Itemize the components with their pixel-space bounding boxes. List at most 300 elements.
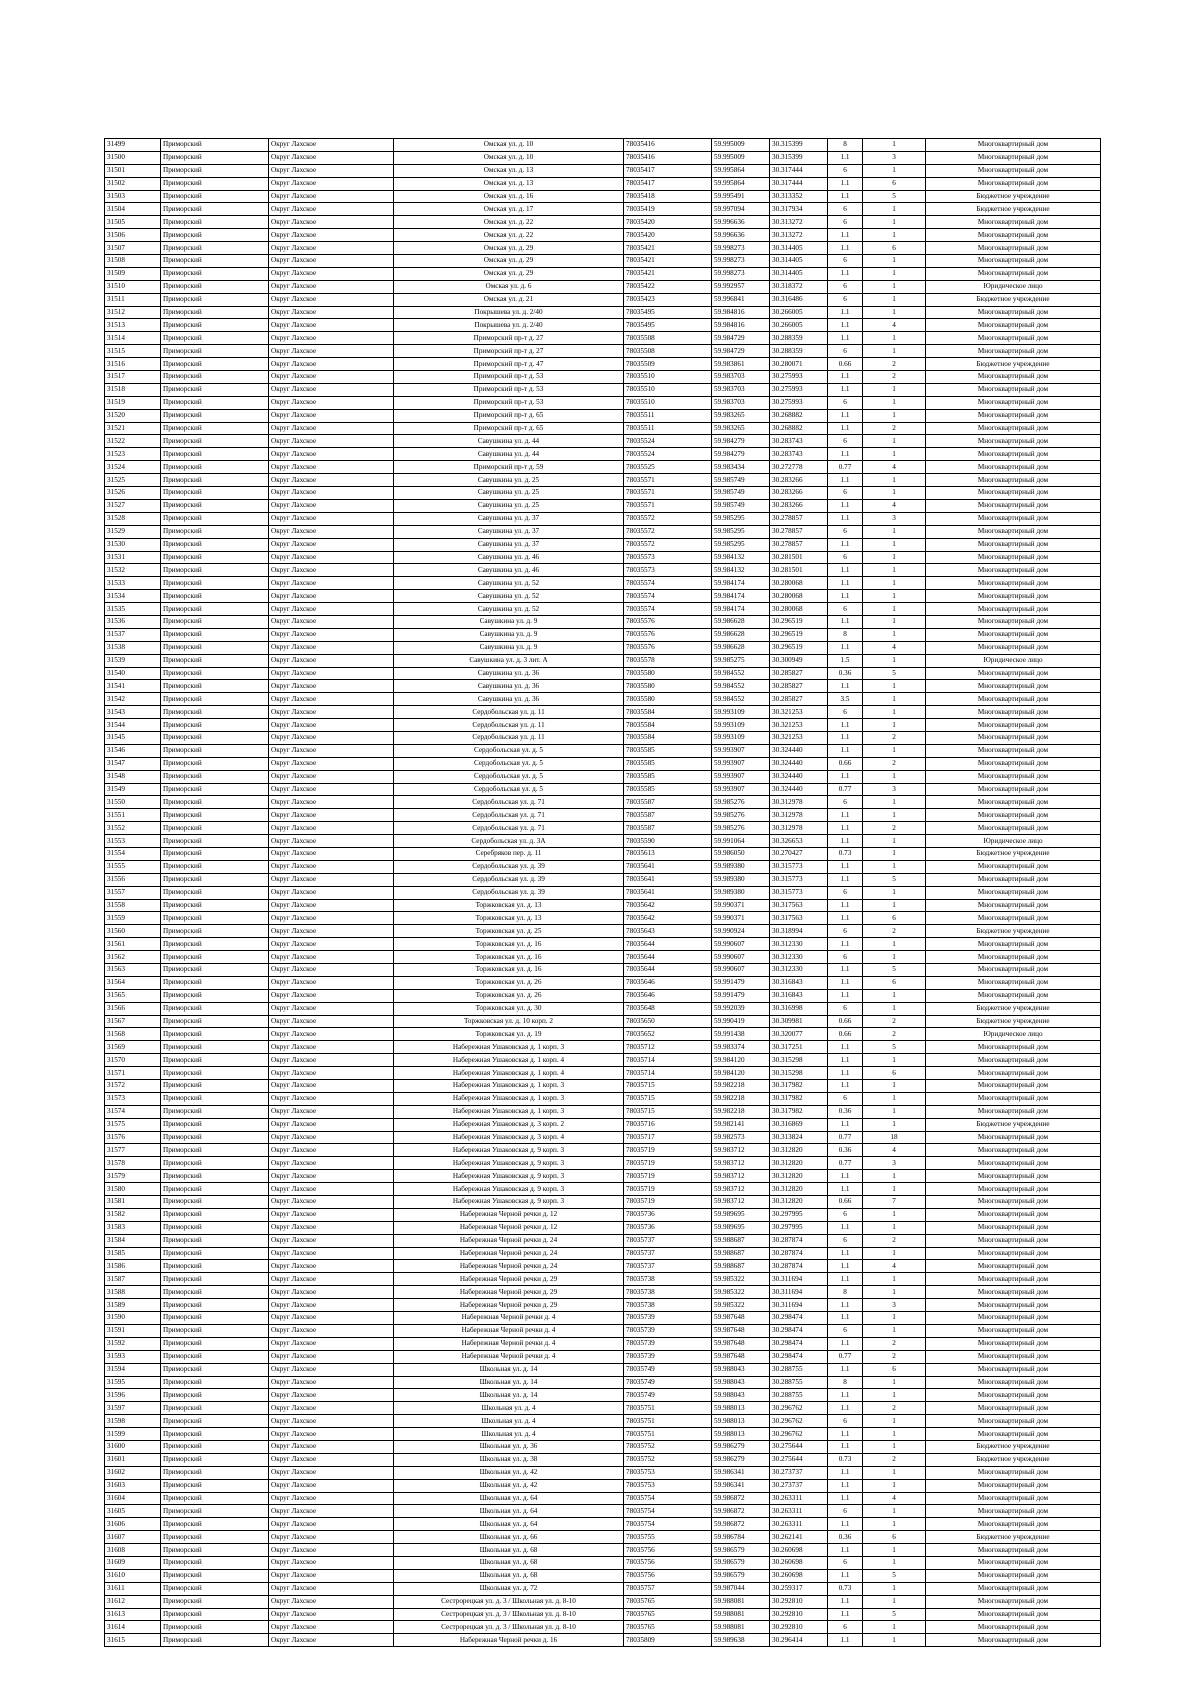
cell-address: Набережная Ушаковская д. 1 корп. 4 — [394, 1067, 624, 1080]
cell-address: Набережная Ушаковская д. 9 корп. 3 — [394, 1196, 624, 1209]
cell-district: Приморский — [161, 332, 269, 345]
cell-address: Набережная Ушаковская д. 1 корп. 3 — [394, 1105, 624, 1118]
cell-okrug: Округ Лахское — [269, 654, 394, 667]
cell-num: 31538 — [105, 641, 161, 654]
cell-address: Сердобольская ул. д. 71 — [394, 796, 624, 809]
cell-lon: 30.316843 — [770, 976, 828, 989]
cell-factor: 1.1 — [828, 319, 863, 332]
cell-code: 78035495 — [624, 319, 712, 332]
cell-lat: 59.995864 — [712, 164, 770, 177]
cell-address: Школьная ул. д. 68 — [394, 1556, 624, 1569]
cell-type: Юридическое лицо — [926, 280, 1101, 293]
cell-lat: 59.984120 — [712, 1067, 770, 1080]
cell-count: 1 — [863, 332, 926, 345]
table-row — [105, 435, 1101, 448]
cell-district: Приморский — [161, 306, 269, 319]
cell-address: Набережная Черной речки д. 12 — [394, 1221, 624, 1234]
cell-type: Многоквартирный дом — [926, 951, 1101, 964]
cell-district: Приморский — [161, 603, 269, 616]
cell-lat: 59.984279 — [712, 435, 770, 448]
cell-code: 78035417 — [624, 177, 712, 190]
cell-factor: 1.1 — [828, 1569, 863, 1582]
cell-district: Приморский — [161, 216, 269, 229]
cell-code: 78035578 — [624, 654, 712, 667]
cell-address: Торжковская ул. д. 26 — [394, 989, 624, 1002]
cell-factor: 1.1 — [828, 1312, 863, 1325]
table-row — [105, 654, 1101, 667]
cell-type: Бюджетное учреждение — [926, 925, 1101, 938]
cell-address: Школьная ул. д. 4 — [394, 1428, 624, 1441]
cell-lon: 30.312820 — [770, 1183, 828, 1196]
cell-code: 78035423 — [624, 293, 712, 306]
table-row — [105, 1363, 1101, 1376]
cell-lat: 59.993907 — [712, 770, 770, 783]
cell-code: 78035715 — [624, 1105, 712, 1118]
cell-factor: 1.1 — [828, 1067, 863, 1080]
cell-num: 31557 — [105, 886, 161, 899]
cell-count: 1 — [863, 860, 926, 873]
cell-district: Приморский — [161, 744, 269, 757]
cell-code: 78035719 — [624, 1144, 712, 1157]
cell-lon: 30.266005 — [770, 306, 828, 319]
cell-count: 5 — [863, 190, 926, 203]
cell-num: 31603 — [105, 1479, 161, 1492]
cell-okrug: Округ Лахское — [269, 1196, 394, 1209]
table-row — [105, 551, 1101, 564]
cell-okrug: Округ Лахское — [269, 706, 394, 719]
cell-code: 78035738 — [624, 1299, 712, 1312]
cell-num: 31560 — [105, 925, 161, 938]
cell-type: Многоквартирный дом — [926, 615, 1101, 628]
cell-district: Приморский — [161, 151, 269, 164]
cell-district: Приморский — [161, 1350, 269, 1363]
cell-lon: 30.283266 — [770, 474, 828, 487]
cell-count: 1 — [863, 1466, 926, 1479]
cell-code: 78035524 — [624, 435, 712, 448]
cell-district: Приморский — [161, 499, 269, 512]
cell-num: 31606 — [105, 1518, 161, 1531]
cell-factor: 1.1 — [828, 899, 863, 912]
cell-district: Приморский — [161, 177, 269, 190]
cell-district: Приморский — [161, 1002, 269, 1015]
cell-factor: 1.1 — [828, 1260, 863, 1273]
cell-factor: 1.1 — [828, 1337, 863, 1350]
table-row — [105, 499, 1101, 512]
cell-lon: 30.317563 — [770, 912, 828, 925]
cell-count: 3 — [863, 783, 926, 796]
cell-lat: 59.986579 — [712, 1556, 770, 1569]
cell-count: 1 — [863, 306, 926, 319]
cell-address: Торжковская ул. д. 25 — [394, 925, 624, 938]
cell-address: Приморский пр-т д. 47 — [394, 358, 624, 371]
cell-code: 78035585 — [624, 770, 712, 783]
cell-district: Приморский — [161, 1440, 269, 1453]
cell-num: 31513 — [105, 319, 161, 332]
cell-num: 31518 — [105, 383, 161, 396]
cell-lon: 30.312978 — [770, 796, 828, 809]
cell-factor: 1.1 — [828, 1479, 863, 1492]
cell-lat: 59.995009 — [712, 151, 770, 164]
cell-district: Приморский — [161, 693, 269, 706]
cell-lon: 30.287874 — [770, 1247, 828, 1260]
cell-code: 78035573 — [624, 551, 712, 564]
cell-num: 31539 — [105, 654, 161, 667]
cell-num: 31588 — [105, 1286, 161, 1299]
cell-address: Набережная Черной речки д. 24 — [394, 1260, 624, 1273]
cell-count: 1 — [863, 1505, 926, 1518]
cell-lon: 30.288359 — [770, 332, 828, 345]
cell-okrug: Округ Лахское — [269, 1054, 394, 1067]
table-row — [105, 951, 1101, 964]
cell-factor: 0.73 — [828, 1582, 863, 1595]
cell-okrug: Округ Лахское — [269, 615, 394, 628]
cell-okrug: Округ Лахское — [269, 538, 394, 551]
cell-code: 78035525 — [624, 461, 712, 474]
cell-num: 31562 — [105, 951, 161, 964]
cell-okrug: Округ Лахское — [269, 1092, 394, 1105]
cell-count: 6 — [863, 912, 926, 925]
table-row — [105, 1299, 1101, 1312]
cell-lat: 59.996841 — [712, 293, 770, 306]
cell-num: 31535 — [105, 603, 161, 616]
cell-okrug: Округ Лахское — [269, 925, 394, 938]
cell-count: 3 — [863, 512, 926, 525]
table-row — [105, 358, 1101, 371]
cell-lat: 59.985322 — [712, 1273, 770, 1286]
cell-district: Приморский — [161, 577, 269, 590]
cell-count: 1 — [863, 706, 926, 719]
cell-district: Приморский — [161, 1582, 269, 1595]
cell-count: 6 — [863, 1363, 926, 1376]
cell-lat: 59.984729 — [712, 345, 770, 358]
table-row — [105, 216, 1101, 229]
address-table — [104, 138, 1101, 1647]
cell-num: 31509 — [105, 267, 161, 280]
cell-lon: 30.316486 — [770, 293, 828, 306]
cell-count: 1 — [863, 809, 926, 822]
cell-lon: 30.297995 — [770, 1208, 828, 1221]
table-row — [105, 267, 1101, 280]
cell-okrug: Округ Лахское — [269, 255, 394, 268]
table-row — [105, 835, 1101, 848]
cell-lat: 59.982218 — [712, 1080, 770, 1093]
cell-district: Приморский — [161, 731, 269, 744]
table-row — [105, 628, 1101, 641]
cell-type: Многоквартирный дом — [926, 1337, 1101, 1350]
cell-code: 78035765 — [624, 1595, 712, 1608]
cell-num: 31545 — [105, 731, 161, 744]
cell-district: Приморский — [161, 706, 269, 719]
cell-num: 31585 — [105, 1247, 161, 1260]
cell-type: Многоквартирный дом — [926, 822, 1101, 835]
cell-num: 31506 — [105, 229, 161, 242]
cell-lon: 30.316843 — [770, 989, 828, 1002]
cell-code: 78035420 — [624, 229, 712, 242]
cell-count: 1 — [863, 255, 926, 268]
cell-num: 31553 — [105, 835, 161, 848]
cell-district: Приморский — [161, 1337, 269, 1350]
cell-type: Многоквартирный дом — [926, 1350, 1101, 1363]
cell-lat: 59.993907 — [712, 783, 770, 796]
cell-lon: 30.278857 — [770, 525, 828, 538]
cell-lat: 59.990607 — [712, 951, 770, 964]
cell-address: Сердобольская ул. д. 3А — [394, 835, 624, 848]
cell-address: Школьная ул. д. 64 — [394, 1492, 624, 1505]
cell-lat: 59.987648 — [712, 1324, 770, 1337]
cell-lon: 30.311694 — [770, 1286, 828, 1299]
cell-code: 78035716 — [624, 1118, 712, 1131]
cell-count: 2 — [863, 1350, 926, 1363]
cell-address: Сердобольская ул. д. 71 — [394, 822, 624, 835]
cell-factor: 0.73 — [828, 1453, 863, 1466]
cell-address: Торжковская ул. д. 13 — [394, 912, 624, 925]
cell-address: Омская ул. д. 10 — [394, 139, 624, 152]
cell-factor: 0.66 — [828, 1028, 863, 1041]
cell-lat: 59.984132 — [712, 564, 770, 577]
cell-factor: 1.1 — [828, 1466, 863, 1479]
table-row — [105, 1466, 1101, 1479]
table-row — [105, 1170, 1101, 1183]
cell-type: Бюджетное учреждение — [926, 358, 1101, 371]
cell-factor: 6 — [828, 796, 863, 809]
cell-count: 1 — [863, 1556, 926, 1569]
cell-factor: 0.66 — [828, 1196, 863, 1209]
cell-count: 1 — [863, 538, 926, 551]
cell-type: Многоквартирный дом — [926, 1376, 1101, 1389]
cell-num: 31591 — [105, 1324, 161, 1337]
cell-lon: 30.324440 — [770, 757, 828, 770]
cell-num: 31554 — [105, 847, 161, 860]
cell-type: Многоквартирный дом — [926, 332, 1101, 345]
cell-num: 31548 — [105, 770, 161, 783]
cell-lat: 59.993907 — [712, 757, 770, 770]
cell-code: 78035809 — [624, 1634, 712, 1647]
cell-address: Набережная Черной речки д. 24 — [394, 1247, 624, 1260]
cell-factor: 1.1 — [828, 267, 863, 280]
cell-okrug: Округ Лахское — [269, 216, 394, 229]
cell-factor: 8 — [828, 139, 863, 152]
cell-factor: 1.1 — [828, 835, 863, 848]
cell-address: Сердобольская ул. д. 11 — [394, 731, 624, 744]
cell-factor: 1.1 — [828, 422, 863, 435]
cell-type: Многоквартирный дом — [926, 1221, 1101, 1234]
cell-okrug: Округ Лахское — [269, 371, 394, 384]
cell-lat: 59.984174 — [712, 577, 770, 590]
cell-count: 1 — [863, 1054, 926, 1067]
table-row — [105, 1634, 1101, 1647]
cell-factor: 0.66 — [828, 757, 863, 770]
table-row — [105, 1582, 1101, 1595]
cell-address: Омская ул. д. 13 — [394, 164, 624, 177]
cell-lon: 30.316998 — [770, 1002, 828, 1015]
cell-type: Многоквартирный дом — [926, 1054, 1101, 1067]
cell-lon: 30.315399 — [770, 139, 828, 152]
cell-district: Приморский — [161, 1273, 269, 1286]
cell-okrug: Округ Лахское — [269, 358, 394, 371]
cell-factor: 8 — [828, 628, 863, 641]
cell-lon: 30.260698 — [770, 1556, 828, 1569]
cell-type: Многоквартирный дом — [926, 603, 1101, 616]
cell-type: Многоквартирный дом — [926, 1518, 1101, 1531]
cell-type: Многоквартирный дом — [926, 499, 1101, 512]
cell-address: Приморский пр-т д. 65 — [394, 422, 624, 435]
cell-address: Приморский пр-т д. 59 — [394, 461, 624, 474]
cell-type: Многоквартирный дом — [926, 409, 1101, 422]
cell-num: 31534 — [105, 590, 161, 603]
table-row — [105, 396, 1101, 409]
cell-okrug: Округ Лахское — [269, 345, 394, 358]
cell-code: 78035416 — [624, 151, 712, 164]
cell-count: 1 — [863, 886, 926, 899]
table-row — [105, 1067, 1101, 1080]
cell-type: Многоквартирный дом — [926, 1492, 1101, 1505]
cell-address: Сердобольская ул. д. 5 — [394, 744, 624, 757]
cell-num: 31610 — [105, 1569, 161, 1582]
cell-okrug: Округ Лахское — [269, 139, 394, 152]
cell-address: Сердобольская ул. д. 5 — [394, 770, 624, 783]
cell-factor: 1.1 — [828, 1492, 863, 1505]
cell-factor: 1.1 — [828, 590, 863, 603]
table-row — [105, 242, 1101, 255]
cell-num: 31542 — [105, 693, 161, 706]
cell-district: Приморский — [161, 1505, 269, 1518]
cell-type: Многоквартирный дом — [926, 757, 1101, 770]
cell-district: Приморский — [161, 1286, 269, 1299]
cell-count: 6 — [863, 242, 926, 255]
cell-address: Сердобольская ул. д. 71 — [394, 809, 624, 822]
cell-district: Приморский — [161, 1389, 269, 1402]
table-row — [105, 590, 1101, 603]
cell-address: Школьная ул. д. 64 — [394, 1505, 624, 1518]
cell-lat: 59.985295 — [712, 512, 770, 525]
cell-okrug: Округ Лахское — [269, 976, 394, 989]
cell-address: Школьная ул. д. 72 — [394, 1582, 624, 1595]
cell-code: 78035416 — [624, 139, 712, 152]
cell-okrug: Округ Лахское — [269, 1002, 394, 1015]
table-row — [105, 1273, 1101, 1286]
cell-num: 31532 — [105, 564, 161, 577]
cell-lat: 59.990419 — [712, 1015, 770, 1028]
table-row — [105, 448, 1101, 461]
cell-district: Приморский — [161, 371, 269, 384]
cell-num: 31508 — [105, 255, 161, 268]
table-row — [105, 164, 1101, 177]
cell-type: Многоквартирный дом — [926, 1183, 1101, 1196]
cell-lon: 30.268882 — [770, 409, 828, 422]
cell-address: Набережная Черной речки д. 4 — [394, 1324, 624, 1337]
cell-lat: 59.988081 — [712, 1621, 770, 1634]
cell-okrug: Округ Лахское — [269, 783, 394, 796]
table-row — [105, 1415, 1101, 1428]
cell-okrug: Округ Лахское — [269, 835, 394, 848]
cell-okrug: Округ Лахское — [269, 1479, 394, 1492]
cell-okrug: Округ Лахское — [269, 499, 394, 512]
cell-code: 78035510 — [624, 396, 712, 409]
cell-lat: 59.991064 — [712, 835, 770, 848]
cell-okrug: Округ Лахское — [269, 1415, 394, 1428]
cell-lat: 59.983712 — [712, 1157, 770, 1170]
cell-lat: 59.988013 — [712, 1428, 770, 1441]
cell-code: 78035418 — [624, 190, 712, 203]
cell-num: 31592 — [105, 1337, 161, 1350]
cell-factor: 1.1 — [828, 1221, 863, 1234]
cell-okrug: Округ Лахское — [269, 667, 394, 680]
cell-type: Многоквартирный дом — [926, 448, 1101, 461]
cell-address: Набережная Черной речки д. 12 — [394, 1208, 624, 1221]
table-row — [105, 1440, 1101, 1453]
cell-lat: 59.982218 — [712, 1105, 770, 1118]
cell-okrug: Округ Лахское — [269, 680, 394, 693]
cell-count: 1 — [863, 164, 926, 177]
table-row — [105, 809, 1101, 822]
table-row — [105, 409, 1101, 422]
cell-okrug: Округ Лахское — [269, 1376, 394, 1389]
cell-count: 4 — [863, 319, 926, 332]
cell-factor: 6 — [828, 1621, 863, 1634]
cell-type: Многоквартирный дом — [926, 731, 1101, 744]
table-row — [105, 847, 1101, 860]
cell-lon: 30.281501 — [770, 564, 828, 577]
cell-code: 78035421 — [624, 267, 712, 280]
cell-okrug: Округ Лахское — [269, 1067, 394, 1080]
table-row — [105, 1389, 1101, 1402]
cell-code: 78035736 — [624, 1221, 712, 1234]
cell-address: Школьная ул. д. 68 — [394, 1569, 624, 1582]
cell-okrug: Округ Лахское — [269, 1041, 394, 1054]
cell-district: Приморский — [161, 242, 269, 255]
cell-num: 31595 — [105, 1376, 161, 1389]
cell-district: Приморский — [161, 899, 269, 912]
cell-code: 78035510 — [624, 383, 712, 396]
table-row — [105, 899, 1101, 912]
cell-type: Многоквартирный дом — [926, 151, 1101, 164]
cell-lon: 30.285827 — [770, 667, 828, 680]
cell-okrug: Округ Лахское — [269, 512, 394, 525]
cell-address: Савушкина ул. д. 37 — [394, 525, 624, 538]
cell-lat: 59.985295 — [712, 538, 770, 551]
cell-lat: 59.986628 — [712, 615, 770, 628]
cell-lon: 30.317982 — [770, 1105, 828, 1118]
table-row — [105, 487, 1101, 500]
cell-count: 1 — [863, 796, 926, 809]
cell-count: 1 — [863, 1208, 926, 1221]
cell-factor: 1.1 — [828, 512, 863, 525]
cell-type: Многоквартирный дом — [926, 1582, 1101, 1595]
cell-code: 78035756 — [624, 1556, 712, 1569]
cell-district: Приморский — [161, 1080, 269, 1093]
cell-num: 31578 — [105, 1157, 161, 1170]
cell-district: Приморский — [161, 1621, 269, 1634]
table-row — [105, 1286, 1101, 1299]
cell-count: 1 — [863, 474, 926, 487]
cell-district: Приморский — [161, 1466, 269, 1479]
table-row — [105, 912, 1101, 925]
cell-type: Многоквартирный дом — [926, 860, 1101, 873]
cell-code: 78035652 — [624, 1028, 712, 1041]
cell-lon: 30.275644 — [770, 1453, 828, 1466]
cell-lat: 59.992957 — [712, 280, 770, 293]
cell-count: 2 — [863, 1028, 926, 1041]
table-row — [105, 603, 1101, 616]
cell-lat: 59.985275 — [712, 654, 770, 667]
cell-lon: 30.263311 — [770, 1492, 828, 1505]
cell-num: 31543 — [105, 706, 161, 719]
cell-num: 31600 — [105, 1440, 161, 1453]
cell-code: 78035714 — [624, 1067, 712, 1080]
cell-num: 31581 — [105, 1196, 161, 1209]
cell-factor: 1.1 — [828, 409, 863, 422]
cell-count: 1 — [863, 770, 926, 783]
